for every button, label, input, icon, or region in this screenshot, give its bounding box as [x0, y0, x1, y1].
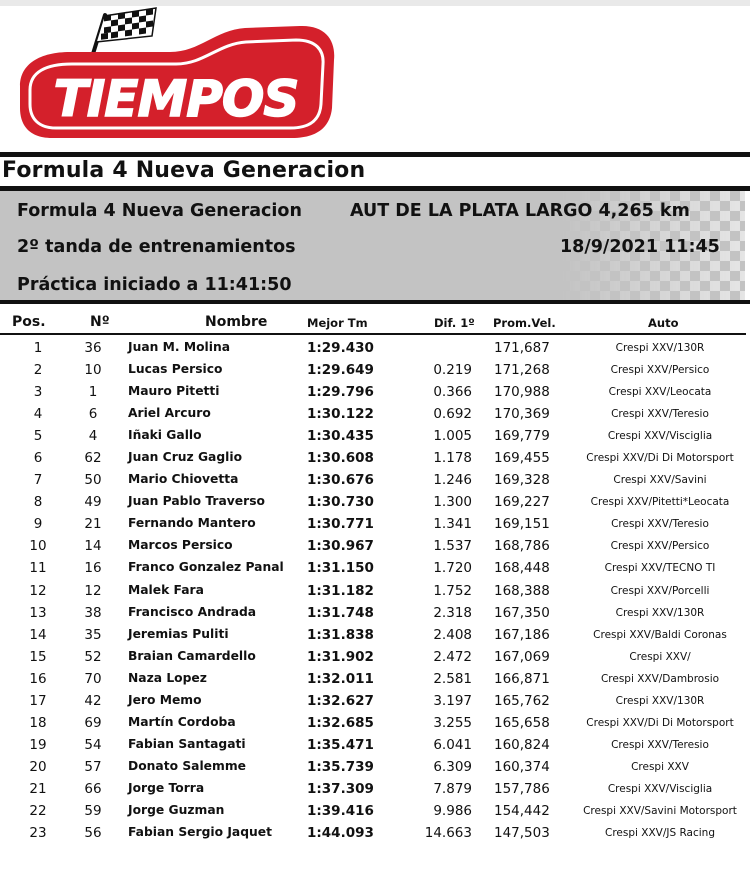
cell-diff: 1.341 — [433, 516, 472, 533]
table-row — [0, 580, 750, 602]
cell-best: 1:30.676 — [307, 472, 374, 489]
cell-name: Malek Fara — [128, 582, 204, 597]
info-circuit: AUT DE LA PLATA LARGO 4,265 km — [350, 201, 690, 221]
table-header — [0, 312, 750, 334]
cell-pos: 11 — [29, 560, 47, 577]
cell-car: Crespi XXV/Leocata — [608, 386, 712, 399]
cell-speed: 160,374 — [494, 758, 550, 775]
cell-best: 1:29.649 — [307, 362, 374, 379]
cell-name: Lucas Persico — [128, 362, 223, 377]
cell-diff: 3.197 — [433, 692, 472, 709]
col-speed: Prom.Vel. — [493, 316, 556, 330]
cell-num: 21 — [84, 516, 102, 533]
cell-pos: 1 — [33, 340, 43, 356]
cell-pos: 18 — [29, 714, 47, 731]
table-row — [0, 690, 750, 712]
cell-diff: 7.879 — [433, 780, 472, 797]
cell-name: Naza Lopez — [128, 670, 207, 685]
cell-diff: 1.005 — [433, 428, 472, 445]
cell-best: 1:32.685 — [307, 714, 374, 731]
cell-speed: 160,824 — [494, 736, 550, 753]
cell-diff: 2.581 — [433, 670, 472, 687]
cell-best: 1:44.093 — [307, 825, 374, 842]
info-bottom-rule — [0, 300, 750, 304]
cell-name: Donato Salemme — [128, 758, 246, 773]
table-row — [0, 337, 750, 359]
cell-name: Jeremias Puliti — [128, 626, 229, 641]
table-row — [0, 447, 750, 469]
cell-name: Ariel Arcuro — [128, 406, 211, 421]
results-table — [0, 337, 750, 844]
cell-best: 1:30.730 — [307, 494, 374, 511]
cell-best: 1:31.902 — [307, 648, 374, 665]
cell-num: 16 — [84, 560, 102, 577]
cell-car: Crespi XXV/Baldi Coronas — [593, 628, 727, 641]
cell-diff: 1.752 — [433, 582, 472, 599]
cell-car: Crespi XXV/ — [629, 650, 691, 663]
table-row — [0, 557, 750, 579]
cell-best: 1:32.627 — [307, 692, 374, 709]
table-row — [0, 822, 750, 844]
cell-car: Crespi XXV/Visciglia — [607, 782, 713, 795]
table-row — [0, 535, 750, 557]
cell-best: 1:30.122 — [307, 406, 374, 423]
cell-speed: 168,786 — [494, 538, 550, 555]
cell-name: Martín Cordoba — [128, 714, 236, 729]
info-started: Práctica iniciado a 11:41:50 — [17, 275, 292, 295]
cell-best: 1:29.430 — [307, 340, 374, 356]
cell-best: 1:30.967 — [307, 538, 374, 555]
cell-diff: 6.041 — [433, 736, 472, 753]
table-row — [0, 712, 750, 734]
session-info-box — [0, 191, 745, 300]
cell-num: 35 — [84, 626, 102, 643]
cell-diff: 9.986 — [433, 802, 472, 819]
cell-speed: 169,779 — [494, 428, 550, 445]
cell-name: Juan Pablo Traverso — [128, 494, 265, 509]
cell-best: 1:30.771 — [307, 516, 374, 533]
cell-name: Francisco Andrada — [128, 604, 257, 619]
cell-car: Crespi XXV/Persico — [610, 540, 710, 553]
cell-name: Franco Gonzalez Panal — [128, 560, 284, 575]
cell-pos: 21 — [29, 780, 47, 797]
cell-name: Juan Cruz Gaglio — [128, 450, 243, 465]
table-row — [0, 646, 750, 668]
cell-diff: 1.537 — [433, 538, 472, 555]
cell-num: 36 — [84, 340, 102, 356]
cell-diff: 1.246 — [433, 472, 472, 489]
cell-speed: 170,988 — [494, 384, 550, 401]
cell-car: Crespi XXV/Di Di Motorsport — [586, 716, 734, 729]
cell-pos: 15 — [29, 648, 47, 665]
tiempos-logo — [0, 0, 340, 150]
cell-name: Jorge Torra — [128, 780, 205, 795]
cell-pos: 5 — [33, 428, 43, 445]
cell-pos: 8 — [33, 494, 43, 511]
table-row — [0, 668, 750, 690]
cell-speed: 166,871 — [494, 670, 550, 687]
cell-num: 50 — [84, 472, 102, 489]
cell-diff: 6.309 — [433, 758, 472, 775]
cell-speed: 168,388 — [494, 582, 550, 599]
info-category: Formula 4 Nueva Generacion — [17, 201, 302, 221]
table-row — [0, 403, 750, 425]
cell-diff: 0.219 — [433, 362, 472, 379]
cell-diff: 1.720 — [433, 560, 472, 577]
cell-car: Crespi XXV/Savini Motorsport — [583, 804, 737, 817]
cell-speed: 167,069 — [494, 648, 550, 665]
cell-name: Braian Camardello — [128, 648, 256, 663]
cell-diff: 3.255 — [433, 714, 472, 731]
cell-pos: 6 — [33, 450, 43, 467]
cell-speed: 169,227 — [494, 494, 550, 511]
cell-num: 70 — [84, 670, 102, 687]
title-top-rule — [0, 152, 750, 157]
cell-speed: 171,268 — [494, 362, 550, 379]
cell-pos: 16 — [29, 670, 47, 687]
cell-num: 69 — [84, 714, 102, 731]
cell-speed: 167,186 — [494, 626, 550, 643]
cell-num: 57 — [84, 758, 102, 775]
cell-car: Crespi XXV/Visciglia — [607, 430, 713, 443]
table-row — [0, 513, 750, 535]
cell-num: 1 — [88, 384, 98, 401]
cell-best: 1:35.739 — [307, 758, 374, 775]
table-row — [0, 602, 750, 624]
cell-diff: 2.408 — [433, 626, 472, 643]
cell-name: Jorge Guzman — [128, 802, 225, 817]
cell-best: 1:31.838 — [307, 626, 374, 643]
cell-car: Crespi XXV/Teresio — [611, 408, 709, 421]
cell-car: Crespi XXV/Teresio — [611, 738, 709, 751]
cell-num: 59 — [84, 802, 102, 819]
cell-name: Fabian Santagati — [128, 736, 246, 751]
cell-diff: 14.663 — [424, 825, 472, 842]
cell-name: Iñaki Gallo — [128, 428, 202, 443]
cell-speed: 170,369 — [494, 406, 550, 423]
cell-name: Fernando Mantero — [128, 516, 256, 531]
cell-num: 12 — [84, 582, 102, 599]
col-car: Auto — [648, 316, 679, 330]
info-datetime: 18/9/2021 11:45 — [560, 237, 720, 257]
cell-num: 52 — [84, 648, 102, 665]
cell-diff: 0.692 — [433, 406, 472, 423]
cell-pos: 17 — [29, 692, 47, 709]
col-best: Mejor Tm — [307, 316, 368, 330]
cell-best: 1:35.471 — [307, 736, 374, 753]
table-row — [0, 381, 750, 403]
cell-car: Crespi XXV/Di Di Motorsport — [586, 452, 734, 465]
cell-num: 6 — [88, 406, 98, 423]
cell-speed: 167,350 — [494, 604, 550, 621]
cell-diff: 2.318 — [433, 604, 472, 621]
cell-pos: 9 — [33, 516, 43, 533]
cell-pos: 23 — [29, 825, 47, 842]
cell-diff: 1.300 — [433, 494, 472, 511]
cell-num: 14 — [84, 538, 102, 555]
cell-name: Marcos Persico — [128, 538, 233, 553]
cell-name: Mauro Pitetti — [128, 384, 220, 399]
cell-name: Fabian Sergio Jaquet — [128, 825, 272, 840]
cell-num: 4 — [88, 428, 98, 445]
cell-speed: 157,786 — [494, 780, 550, 797]
table-row — [0, 756, 750, 778]
cell-best: 1:30.608 — [307, 450, 374, 467]
cell-car: Crespi XXV/130R — [615, 694, 705, 707]
cell-num: 56 — [84, 825, 102, 842]
table-row — [0, 800, 750, 822]
cell-pos: 3 — [33, 384, 43, 401]
cell-best: 1:30.435 — [307, 428, 374, 445]
cell-car: Crespi XXV/130R — [615, 342, 705, 354]
cell-speed: 165,658 — [494, 714, 550, 731]
cell-num: 62 — [84, 450, 102, 467]
cell-pos: 20 — [29, 758, 47, 775]
cell-pos: 7 — [33, 472, 43, 489]
cell-pos: 19 — [29, 736, 47, 753]
cell-car: Crespi XXV/TECNO TI — [604, 562, 716, 575]
cell-pos: 10 — [29, 538, 47, 555]
table-row — [0, 624, 750, 646]
cell-car: Crespi XXV/Teresio — [611, 518, 709, 531]
cell-name: Jero Memo — [128, 692, 202, 707]
cell-car: Crespi XXV/Porcelli — [610, 584, 710, 597]
cell-pos: 13 — [29, 604, 47, 621]
cell-speed: 147,503 — [494, 825, 550, 842]
cell-num: 38 — [84, 604, 102, 621]
cell-pos: 4 — [33, 406, 43, 423]
table-header-rule — [0, 333, 746, 335]
cell-pos: 14 — [29, 626, 47, 643]
cell-best: 1:31.150 — [307, 560, 374, 577]
cell-best: 1:37.309 — [307, 780, 374, 797]
cell-speed: 171,687 — [494, 340, 550, 356]
cell-name: Juan M. Molina — [128, 340, 231, 354]
cell-best: 1:31.182 — [307, 582, 374, 599]
cell-speed: 169,151 — [494, 516, 550, 533]
col-num: Nº — [90, 314, 110, 330]
cell-speed: 169,328 — [494, 472, 550, 489]
cell-best: 1:29.796 — [307, 384, 374, 401]
table-row — [0, 734, 750, 756]
cell-best: 1:31.748 — [307, 604, 374, 621]
cell-pos: 2 — [33, 362, 43, 379]
logo-text: TIEMPOS — [53, 70, 299, 128]
cell-car: Crespi XXV/Savini — [613, 474, 707, 487]
table-row — [0, 469, 750, 491]
cell-speed: 169,455 — [494, 450, 550, 467]
cell-car: Crespi XXV/130R — [615, 606, 705, 619]
cell-name: Mario Chiovetta — [128, 472, 239, 487]
cell-num: 66 — [84, 780, 102, 797]
col-name: Nombre — [205, 314, 268, 330]
cell-car: Crespi XXV/JS Racing — [605, 827, 715, 840]
cell-pos: 22 — [29, 802, 47, 819]
table-row — [0, 778, 750, 800]
cell-diff: 1.178 — [433, 450, 472, 467]
cell-num: 49 — [84, 494, 102, 511]
info-session: 2º tanda de entrenamientos — [17, 237, 296, 257]
col-pos: Pos. — [12, 314, 46, 330]
cell-car: Crespi XXV/Dambrosio — [600, 672, 720, 685]
col-diff: Dif. 1º — [434, 316, 475, 330]
table-row — [0, 359, 750, 381]
cell-num: 42 — [84, 692, 102, 709]
cell-speed: 154,442 — [494, 802, 550, 819]
cell-diff: 0.366 — [433, 384, 472, 401]
cell-speed: 165,762 — [494, 692, 550, 709]
cell-car: Crespi XXV/Pitetti*Leocata — [590, 496, 730, 509]
cell-pos: 12 — [29, 582, 47, 599]
table-row — [0, 491, 750, 513]
cell-num: 54 — [84, 736, 102, 753]
page-title: Formula 4 Nueva Generacion — [2, 158, 366, 183]
cell-best: 1:32.011 — [307, 670, 374, 687]
cell-num: 10 — [84, 362, 102, 379]
cell-car: Crespi XXV/Persico — [610, 364, 710, 377]
cell-car: Crespi XXV — [631, 760, 689, 773]
cell-best: 1:39.416 — [307, 802, 374, 819]
cell-speed: 168,448 — [494, 560, 550, 577]
cell-diff: 2.472 — [433, 648, 472, 665]
table-row — [0, 425, 750, 447]
